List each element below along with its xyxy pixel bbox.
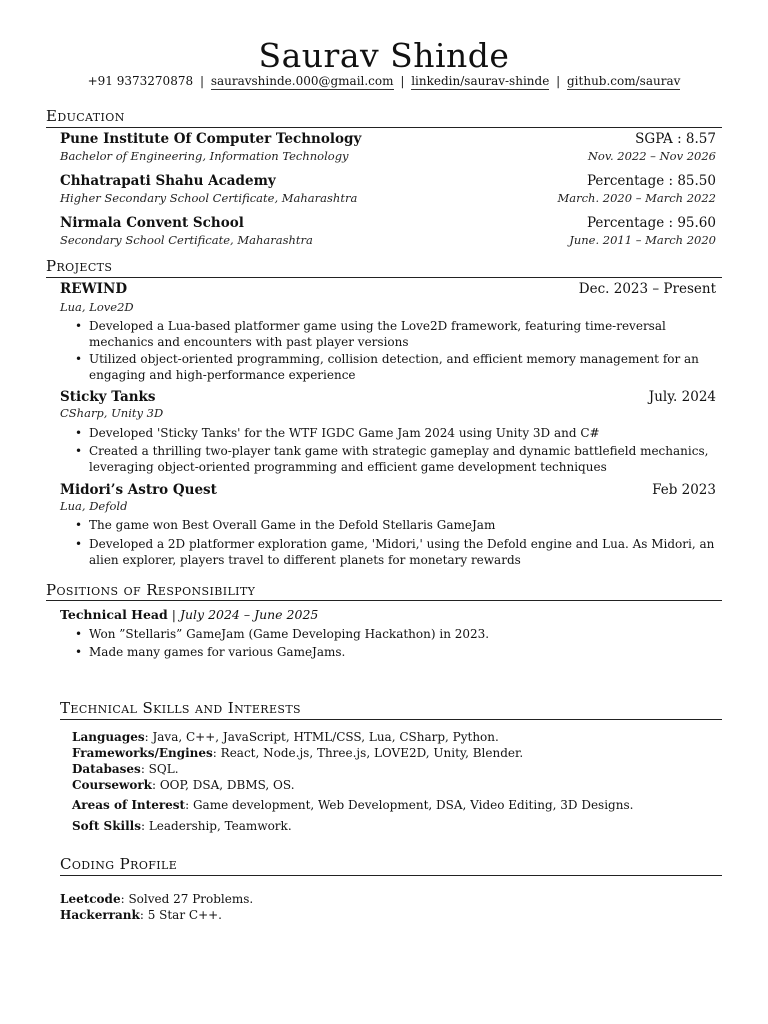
skill-item: Coursework: OOP, DSA, DBMS, OS. — [72, 778, 295, 792]
project-entry — [60, 481, 716, 499]
skill-value: React, Node.js, Three.js, LOVE2D, Unity, Blender. — [220, 746, 524, 760]
bullet-icon: • — [75, 627, 83, 641]
list-item: • Developed a Lua-based platformer game using the Love2D framework, featuring time-reversal mechanics and encounters with past player versions — [75, 319, 666, 349]
school-score: Percentage : 95.60 — [586, 215, 716, 231]
education-entry — [60, 214, 716, 232]
skill-value: SQL. — [148, 762, 179, 776]
school-name: Pune Institute Of Computer Technology — [60, 131, 362, 147]
skill-item: Soft Skills: Leadership, Teamwork. — [72, 819, 292, 833]
bullet-icon: • — [75, 537, 83, 551]
section-divider — [46, 600, 722, 601]
section-divider — [46, 127, 722, 128]
section-divider — [46, 277, 722, 278]
phone-number: +91 9373270878 — [87, 74, 194, 88]
degree: Bachelor of Engineering, Information Technology — [60, 149, 349, 163]
skill-value: Leadership, Teamwork. — [148, 819, 292, 833]
education-entry-details — [60, 191, 716, 206]
list-item: • Utilized object-oriented programming, collision detection, and efficient memory management for an engaging and high-performance experience — [75, 352, 699, 382]
profile-value: 5 Star C++. — [147, 908, 222, 922]
education-dates: June. 2011 – March 2020 — [569, 233, 716, 247]
bullet-icon: • — [75, 518, 83, 532]
section-title-coding: Coding Profile — [60, 855, 178, 873]
skill-value: Game development, Web Development, DSA, Video Editing, 3D Designs. — [192, 798, 634, 812]
linkedin-link[interactable]: linkedin/saurav-shinde — [411, 74, 550, 88]
candidate-name: Saurav Shinde — [258, 36, 510, 75]
project-name: REWIND — [60, 281, 128, 297]
project-tech: CSharp, Unity 3D — [60, 406, 164, 420]
school-name: Chhatrapati Shahu Academy — [60, 173, 276, 189]
degree: Secondary School Certificate, Maharashtra — [60, 233, 313, 247]
project-tech: Lua, Love2D — [60, 300, 134, 314]
skill-item: Languages: Java, C++, JavaScript, HTML/CSS, Lua, CSharp, Python. — [72, 730, 499, 744]
position-separator: | — [171, 607, 176, 622]
skill-value: OOP, DSA, DBMS, OS. — [159, 778, 295, 792]
skill-label: Languages — [72, 730, 145, 744]
list-item: • Developed a 2D platformer exploration game, 'Midori,' using the Defold engine and Lua. As Midori, an alien explorer, players travel to different planets for monetary rewards — [75, 537, 715, 567]
skill-label: Coursework — [72, 778, 152, 792]
profile-label: Hackerrank — [60, 908, 140, 922]
project-tech: Lua, Defold — [60, 499, 128, 513]
section-title-education: Education — [46, 107, 125, 125]
list-item: • Made many games for various GameJams. — [75, 645, 346, 659]
bullet-icon: • — [75, 319, 83, 333]
school-score: SGPA : 8.57 — [635, 131, 716, 147]
section-divider — [60, 719, 722, 720]
position-period: July 2024 – June 2025 — [179, 607, 319, 622]
contact-separator: | — [199, 74, 204, 88]
project-dates: Dec. 2023 – Present — [578, 281, 716, 297]
education-entry — [60, 130, 716, 148]
list-item: • Won ”Stellaris” GameJam (Game Developing Hackathon) in 2023. — [75, 627, 490, 641]
degree: Higher Secondary School Certificate, Maharashtra — [60, 191, 358, 205]
bullet-icon: • — [75, 645, 83, 659]
education-entry-details — [60, 149, 716, 164]
skill-label: Databases — [72, 762, 141, 776]
list-item: • The game won Best Overall Game in the Defold Stellaris GameJam — [75, 518, 496, 532]
list-item: • Created a thrilling two-player tank game with strategic gameplay and dynamic battlefield mechanics, leveraging object-oriented programming and efficient game development techniques — [75, 444, 709, 474]
skill-item: Databases: SQL. — [72, 762, 179, 776]
position-role: Technical Head — [60, 607, 168, 622]
project-entry — [60, 388, 716, 406]
section-title-projects: Projects — [46, 257, 113, 275]
bullet-icon: • — [75, 426, 83, 440]
school-score: Percentage : 85.50 — [586, 173, 716, 189]
skill-item: Frameworks/Engines: React, Node.js, Three.js, LOVE2D, Unity, Blender. — [72, 746, 524, 760]
email-link[interactable]: sauravshinde.000@gmail.com — [210, 74, 394, 88]
list-item: • Developed 'Sticky Tanks' for the WTF IGDC Game Jam 2024 using Unity 3D and C# — [75, 426, 600, 440]
education-dates: Nov. 2022 – Nov 2026 — [587, 149, 716, 163]
skill-item: Areas of Interest: Game development, Web Development, DSA, Video Editing, 3D Designs. — [72, 798, 634, 812]
bullet-icon: • — [75, 444, 83, 458]
education-entry — [60, 172, 716, 190]
bullet-icon: • — [75, 352, 83, 366]
github-link[interactable]: github.com/saurav — [567, 74, 681, 88]
coding-profile-item: Hackerrank: 5 Star C++. — [60, 908, 222, 922]
skill-label: Frameworks/Engines — [72, 746, 213, 760]
project-dates: Feb 2023 — [652, 482, 716, 498]
education-entry-details — [60, 233, 716, 248]
profile-label: Leetcode — [60, 892, 121, 906]
profile-value: Solved 27 Problems. — [128, 892, 254, 906]
skill-label: Soft Skills — [72, 819, 141, 833]
section-divider — [60, 875, 722, 876]
position-entry — [60, 606, 318, 623]
contact-separator: | — [400, 74, 405, 88]
project-dates: July. 2024 — [648, 389, 716, 405]
skill-value: Java, C++, JavaScript, HTML/CSS, Lua, CSharp, Python. — [152, 730, 499, 744]
project-name: Midori’s Astro Quest — [60, 482, 217, 498]
coding-profile-item: Leetcode: Solved 27 Problems. — [60, 892, 254, 906]
project-name: Sticky Tanks — [60, 389, 156, 405]
school-name: Nirmala Convent School — [60, 215, 244, 231]
section-title-skills: Technical Skills and Interests — [60, 699, 301, 717]
section-title-positions: Positions of Responsibility — [46, 581, 256, 599]
project-entry — [60, 280, 716, 298]
contact-separator: | — [556, 74, 561, 88]
contact-line — [0, 73, 768, 89]
skill-label: Areas of Interest — [72, 798, 186, 812]
education-dates: March. 2020 – March 2022 — [557, 191, 716, 205]
